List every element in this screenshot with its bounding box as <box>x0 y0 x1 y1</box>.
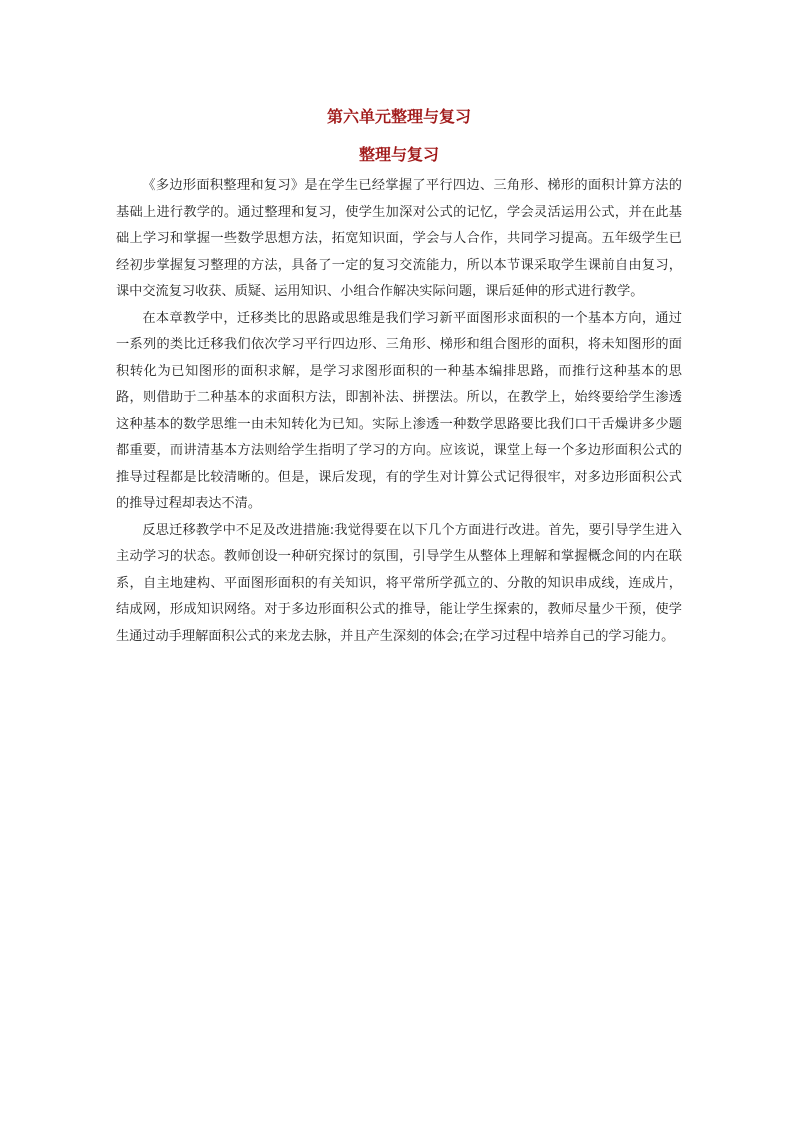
document-title: 第六单元整理与复习 <box>326 107 471 126</box>
document-body <box>116 173 682 650</box>
paragraph: 《多边形面积整理和复习》是在学生已经掌握了平行四边、三角形、梯形的面积计算方法的基础上进行教学的。通过整理和复习，使学生加深对公式的记忆，学会灵活运用公式，并在此基础上学习和掌握一些数学思想方法，拓宽知识面，学会与人合作，共同学习提高。五年级学生已经初步掌握复习整理的方法，具备了一定的复习交流能力，所以本节课采取学生课前自由复习，课中交流复习收获、质疑、运用知识、小组合作解决实际问题，课后延伸的形式进行教学。 <box>116 178 682 299</box>
document-subtitle: 整理与复习 <box>358 145 439 164</box>
paragraph: 反思迁移教学中不足及改进措施:我觉得要在以下几个方面进行改进。首先，要引导学生进入主动学习的状态。教师创设一种研究探讨的氛围，引导学生从整体上理解和掌握概念间的内在联系，自主地建构、平面图形面积的有关知识，将平常所学孤立的、分散的知识串成线，连成片，结成网，形成知识网络。对于多边形面积公式的推导，能让学生探索的，教师尽量少干预，使学生通过动手理解面积公式的来龙去脉，并且产生深刻的体会;在学习过程中培养自己的学习能力。 <box>116 522 682 644</box>
document-page <box>116 100 682 650</box>
paragraph: 在本章教学中，迁移类比的思路或思维是我们学习新平面图形求面积的一个基本方向，通过一系列的类比迁移我们依次学习平行四边形、三角形、梯形和组合图形的面积，将未知图形的面积转化为已知图形的面积求解，是学习求图形面积的一种基本编排思路，而推行这种基本的思路，则借助于二种基本的求面积方法，即割补法、拼摆法。所以，在教学上，始终要给学生渗透这种基本的数学思维一由未知转化为已知。实际上渗透一种数学思路要比我们口干舌燥讲多少题都重要，而讲清基本方法则给学生指明了学习的方向。应该说，课堂上每一个多边形面积公式的推导过程都是比较清晰的。但是，课后发现，有的学生对计算公式记得很牢，对多边形面积公式的推导过程却表达不清。 <box>116 310 682 511</box>
